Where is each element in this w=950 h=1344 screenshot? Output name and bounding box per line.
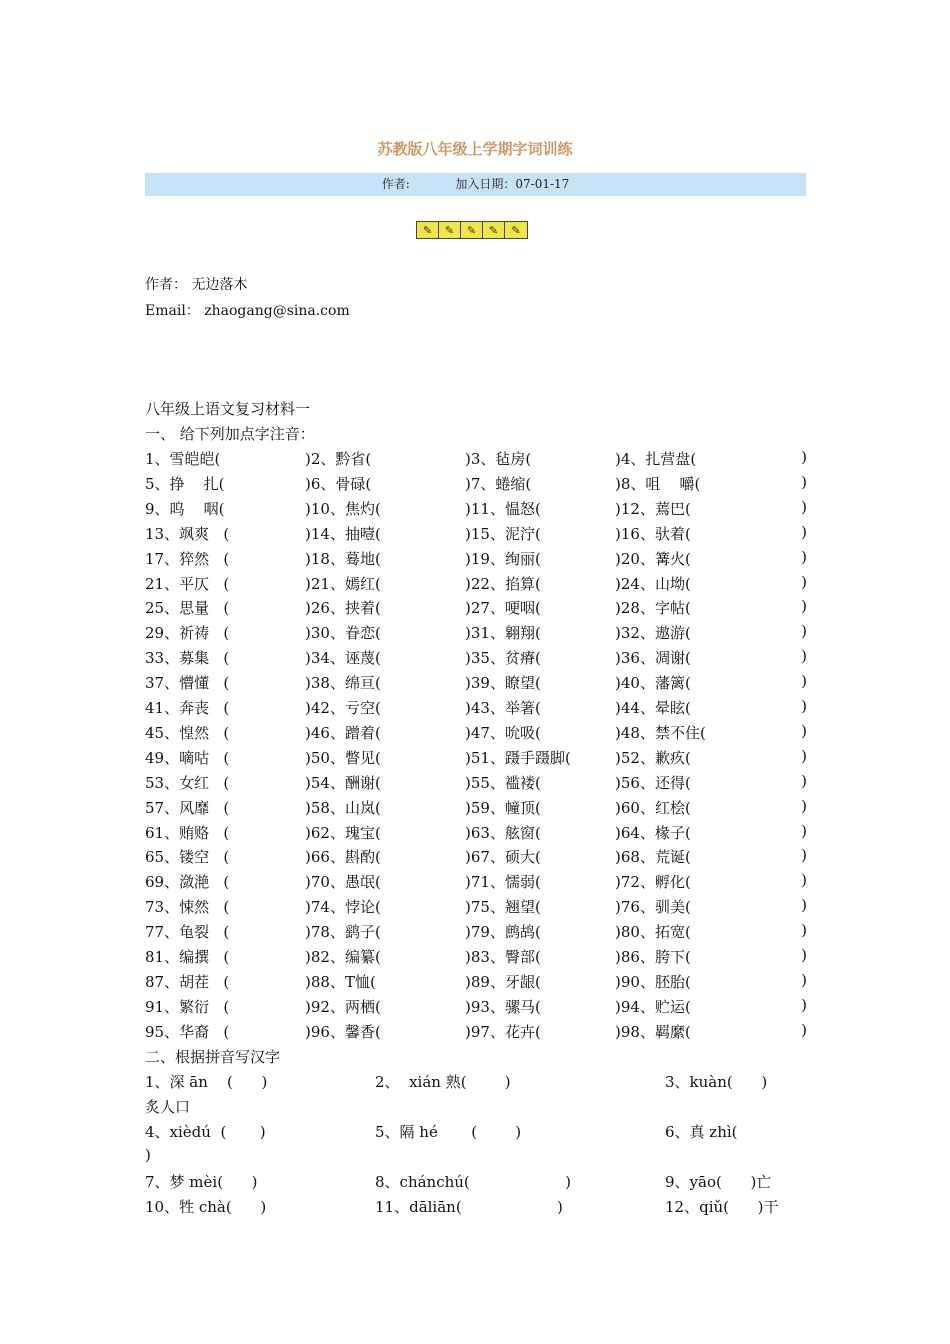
closing-paren: ) [801,448,807,466]
closing-paren: ) [801,721,807,740]
exercise-row [145,971,807,993]
pinyin-item: 炙人口 [145,1098,191,1116]
exercise-item: )93、骡马( [465,997,541,1016]
exercise-item: )96、馨香( [305,1022,381,1041]
part1-title: 一、 给下列加点字注音： [145,425,315,443]
exercise-item: )50、瞥见( [305,748,381,767]
closing-paren: ) [801,970,807,989]
exercise-item: 33、募集 ( [145,649,230,668]
exercise-item: )74、悖论( [305,898,381,917]
exercise-item: )75、翘望( [465,898,541,917]
exercise-item: )54、酬谢( [305,773,381,792]
exercise-item: )35、贫瘠( [465,649,541,668]
closing-paren: ) [801,821,807,840]
exercise-item: )88、T恤( [305,972,376,991]
closing-paren: ) [801,771,807,790]
exercise-item: )55、褴褛( [465,773,541,792]
exercise-item: )58、山岚( [305,798,381,817]
pinyin-row [145,1071,807,1093]
star-icon: ✎ [417,222,439,238]
exercise-item: )66、斟酌( [305,848,381,867]
exercise-row [145,772,807,794]
pinyin-item: 3、kuàn( ) [665,1073,768,1091]
exercise-row [145,548,807,570]
exercise-item: )22、掐算( [465,574,541,593]
pinyin-item: 9、yāo( )亡 [665,1173,772,1191]
closing-paren: ) [801,995,807,1014]
exercise-item: 91、繁衍 ( [145,997,230,1016]
exercise-item: )72、孵化( [615,873,691,892]
pinyin-item: 11、dāliān( ) [375,1198,563,1216]
exercise-item: )36、凋谢( [615,649,691,668]
exercise-item: 5、挣 扎( [145,474,225,493]
exercise-item: )92、两栖( [305,997,381,1016]
exercise-item: )82、编纂( [305,948,381,966]
exercise-item: )30、眷恋( [305,624,381,643]
exercise-row [145,946,807,968]
exercise-row [145,1021,807,1043]
exercise-item: )64、椽子( [615,823,691,842]
exercise-row [145,797,807,819]
closing-paren: ) [801,1020,807,1039]
pinyin-item: 7、梦 mèi( ) [145,1173,258,1191]
exercise-item: )68、荒诞( [615,848,691,867]
email-line: Email： zhaogang@sina.com [145,303,350,319]
exercise-item: 77、龟裂 ( [145,923,230,942]
exercise-row [145,722,807,744]
exercise-item: )89、牙龈( [465,972,541,991]
exercise-item: )60、红桧( [615,798,691,817]
exercise-item: )97、花卉( [465,1022,541,1041]
exercise-item: 53、女红 ( [145,773,230,792]
exercise-item: )62、瑰宝( [305,823,381,842]
exercise-item: )63、舷窗( [465,823,541,842]
exercise-item: )11、愠怒( [465,499,541,518]
exercise-item: )3、毡房( [465,450,532,468]
material-title: 八年级上语文复习材料一 [145,400,311,418]
pinyin-item: 1、深 ān ( ) [145,1073,268,1091]
exercise-item: )6、骨碌( [305,474,372,493]
closing-paren: ) [801,796,807,815]
closing-paren: ) [801,647,807,666]
closing-paren: ) [801,522,807,541]
exercise-item: )42、亏空( [305,699,381,717]
exercise-row [145,647,807,669]
pinyin-row [145,1096,807,1118]
exercise-item: )24、山坳( [615,574,691,593]
date-label: 加入日期：07-01-17 [455,177,570,191]
exercise-item: 73、悚然 ( [145,898,230,917]
closing-paren: ) [801,896,807,915]
exercise-item: )34、诬蔑( [305,649,381,668]
exercise-item: 61、贿赂 ( [145,823,230,842]
closing-paren: ) [801,871,807,890]
exercise-item: 1、雪皑皑( [145,450,221,468]
exercise-item: )19、绚丽( [465,549,541,568]
exercise-item: 13、飒爽 ( [145,524,230,543]
exercise-row [145,622,807,644]
exercise-item: 37、懵懂 ( [145,674,230,693]
exercise-item: 65、镂空 ( [145,848,230,867]
exercise-item: )44、晕眩( [615,699,691,717]
exercise-item: 21、平仄 ( [145,574,230,593]
closing-paren: ) [801,746,807,765]
exercise-item: )20、篝火( [615,549,691,568]
closing-paren: ) [801,622,807,641]
exercise-item: )8、咀 嚼( [615,474,701,493]
exercise-row [145,747,807,769]
exercise-item: )86、胯下( [615,948,691,966]
closing-paren: ) [801,921,807,940]
exercise-row [145,697,807,719]
exercise-item: )94、贮运( [615,997,691,1016]
author-label: 作者: [381,177,410,191]
exercise-item: )70、愚氓( [305,873,381,892]
exercise-row [145,846,807,868]
star-icon: ✎ [439,222,461,238]
pinyin-item: 2、 xián 熟( ) [375,1073,511,1091]
exercise-item: )79、鹧鸪( [465,923,541,942]
exercise-item: )51、蹑手蹑脚( [465,748,571,767]
exercise-item: )28、字帖( [615,599,691,618]
exercise-item: )16、驮着( [615,524,691,543]
exercise-item: )12、蔫巴( [615,499,691,518]
exercise-item: )67、硕大( [465,848,541,867]
exercise-row [145,996,807,1018]
page-title: 苏教版八年级上学期字词训练 [377,140,573,158]
star-icon: ✎ [461,222,483,238]
exercise-item: 49、嘀咕 ( [145,748,230,767]
closing-paren: ) [801,572,807,591]
exercise-item: 95、华裔 ( [145,1022,230,1041]
pinyin-item: ) [145,1146,151,1164]
exercise-item: )18、蓦地( [305,549,381,568]
exercise-item: )76、驯美( [615,898,691,917]
exercise-item: )27、哽咽( [465,599,541,618]
exercise-item: )78、鹞子( [305,923,381,942]
exercise-item: )32、遨游( [615,624,691,643]
exercise-row [145,896,807,918]
exercise-row [145,448,807,470]
exercise-item: 25、思量 ( [145,599,230,618]
exercise-item: 9、呜 咽( [145,499,225,518]
closing-paren: ) [801,846,807,865]
exercise-item: 69、潋滟 ( [145,873,230,892]
closing-paren: ) [801,497,807,516]
exercise-item: )59、幢顶( [465,798,541,817]
exercise-item: )40、藩篱( [615,674,691,693]
exercise-row [145,597,807,619]
exercise-item: 29、祈祷 ( [145,624,230,643]
exercise-item: 57、风靡 ( [145,798,230,817]
exercise-row [145,921,807,943]
exercise-item: )26、挟着( [305,599,381,618]
part2-title: 二、根据拼音写汉字 [145,1048,281,1066]
exercise-row [145,473,807,495]
closing-paren: ) [801,697,807,715]
exercise-row [145,672,807,694]
exercise-item: )4、扎营盘( [615,450,697,468]
exercise-item: 87、胡茬 ( [145,972,230,991]
closing-paren: ) [801,472,807,491]
exercise-item: )14、抽噎( [305,524,381,543]
exercise-row [145,871,807,893]
closing-paren: ) [801,597,807,616]
exercise-item: )98、羁縻( [615,1022,691,1041]
exercise-item: 81、编撰 ( [145,948,230,966]
exercise-row [145,498,807,520]
star-icon: ✎ [483,222,505,238]
pinyin-item: 8、chánchú( ) [375,1173,571,1191]
exercise-item: )71、懦弱( [465,873,541,892]
pinyin-item: 6、真 zhì( [665,1123,738,1141]
exercise-row [145,822,807,844]
exercise-item: )39、瞭望( [465,674,541,693]
pinyin-row [145,1196,807,1218]
exercise-item: 17、猝然 ( [145,549,230,568]
exercise-item: )7、蜷缩( [465,474,532,493]
exercise-item: )48、禁不住( [615,723,706,742]
exercise-item: 41、奔丧 ( [145,699,230,717]
exercise-row [145,523,807,545]
rating-stars [416,221,528,239]
closing-paren: ) [801,672,807,691]
exercise-item: )90、胚胎( [615,972,691,991]
exercise-item: )83、臀部( [465,948,541,966]
exercise-item: )52、歉疚( [615,748,691,767]
pinyin-row [145,1146,807,1168]
exercise-item: )56、还得( [615,773,691,792]
pinyin-item: 12、qiǔ( )干 [665,1198,779,1216]
exercise-item: )15、泥泞( [465,524,541,543]
exercise-item: )31、翱翔( [465,624,541,643]
exercise-item: )43、举箸( [465,699,541,717]
pinyin-item: 10、牲 chà( ) [145,1198,267,1216]
closing-paren: ) [801,547,807,566]
author-line: 作者： 无边落木 [145,277,248,293]
star-icon: ✎ [511,223,521,237]
closing-paren: ) [801,946,807,964]
exercise-item: )46、蹭着( [305,723,381,742]
exercise-row [145,573,807,595]
exercise-item: )21、嫣红( [305,574,381,593]
pinyin-item: 4、xièdú ( ) [145,1123,266,1141]
pinyin-row [145,1171,807,1193]
exercise-item: 45、惶然 ( [145,723,230,742]
pinyin-item: 5、隔 hé ( ) [375,1123,522,1141]
exercise-item: )80、拓宽( [615,923,691,942]
exercise-item: )2、黔省( [305,450,372,468]
exercise-item: )38、绵亘( [305,674,381,693]
info-bar [145,173,806,196]
pinyin-row [145,1121,807,1143]
exercise-item: )10、焦灼( [305,499,381,518]
exercise-item: )47、吮吸( [465,723,541,742]
